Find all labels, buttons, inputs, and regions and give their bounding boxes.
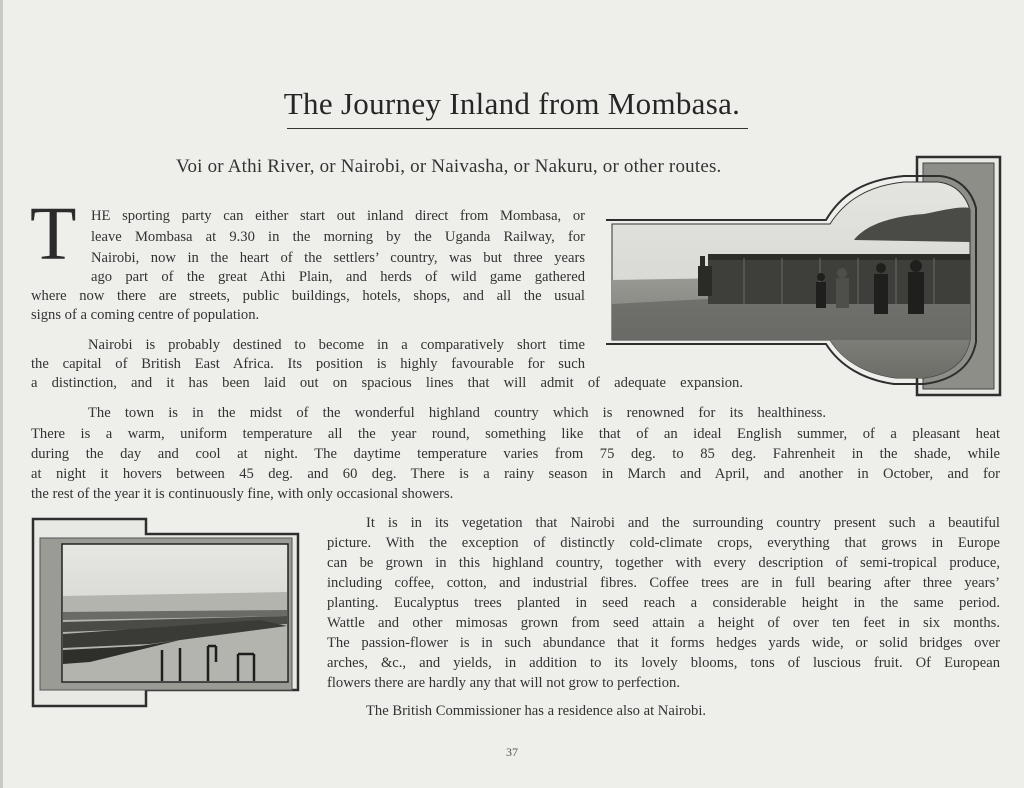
paragraph-1-line: where now there are streets, public buildings, hotels, shops, and all the usual [31,288,585,304]
paragraph-2-line: a distinction, and it has been laid out on spacious lines that will admit of adequate expansion. [31,375,743,391]
page-number: 37 [506,745,518,759]
drop-cap: T [30,192,77,276]
train-photo [604,154,1006,398]
paragraph-1-line: signs of a coming centre of population. [31,307,260,323]
plantation-photo [30,516,302,710]
paragraph-2-line: the capital of British East Africa. Its position is highly favourable for such [31,356,585,372]
paragraph-3-line: the rest of the year it is continuously fine, with only occasional showers. [31,486,454,502]
paragraph-1-line: Nairobi, now in the heart of the settlers’ country, was but three years [91,250,585,266]
paragraph-1-line: leave Mombasa at 9.30 in the morning by the Uganda Railway, for [91,229,585,245]
paragraph-4-line: Wattle and other mimosas grown from seed attain a height of over ten feet in six months. [327,615,1000,631]
paragraph-4-line: can be grown in this highland country, together with every description of semi-tropical produce, [327,555,1000,571]
paragraph-3-line: There is a warm, uniform temperature all the year round, something like that of an ideal English summer, of a pleasant heat [31,426,1000,442]
paragraph-4-line: The passion-flower is in such abundance that it forms hedges yards wide, or solid bridges over [327,635,1000,651]
paragraph-4-line: arches, &c., and yields, in addition to its lovely blooms, tons of luscious fruit. Of European [327,655,1000,671]
paragraph-1-line: ago part of the great Athi Plain, and herds of wild game gathered [91,269,585,285]
page-title: The Journey Inland from Mombasa. [283,86,741,121]
paragraph-4-line: It is in its vegetation that Nairobi and the surrounding country present such a beautiful [366,515,1000,531]
paragraph-4-line: including coffee, cotton, and industrial fibres. Coffee trees are in full bearing after three years’ [327,575,1000,591]
paragraph-4-line: flowers there are hardly any that will not grow to perfection. [327,675,680,691]
paragraph-4-line: picture. With the exception of distinctly cold-climate crops, everything that grows in Europe [327,535,1000,551]
train-carriages [698,254,970,304]
paragraph-5: The British Commissioner has a residence also at Nairobi. [366,703,707,719]
subtitle: Voi or Athi River, or Nairobi, or Naivasha, or Nakuru, or other routes. [176,156,722,177]
title-underline [287,128,748,129]
paragraph-3-line: The town is in the midst of the wonderful highland country which is renowned for its healthiness. [88,405,826,421]
paragraph-2-line: Nairobi is probably destined to become in a comparatively short time [88,337,585,353]
paragraph-3-line: at night it hovers between 45 deg. and 60 deg. There is a rainy season in March and April, and another in October, and for [31,466,1000,482]
paragraph-3-line: during the day and cool at night. The daytime temperature varies from 75 deg. to 85 deg. Fahrenheit in the shade, while [31,446,1000,462]
paragraph-4-line: planting. Eucalyptus trees planted in seed reach a considerable height in the same period. [327,595,1000,611]
paragraph-1-line: HE sporting party can either start out inland direct from Mombasa, or [91,208,585,224]
